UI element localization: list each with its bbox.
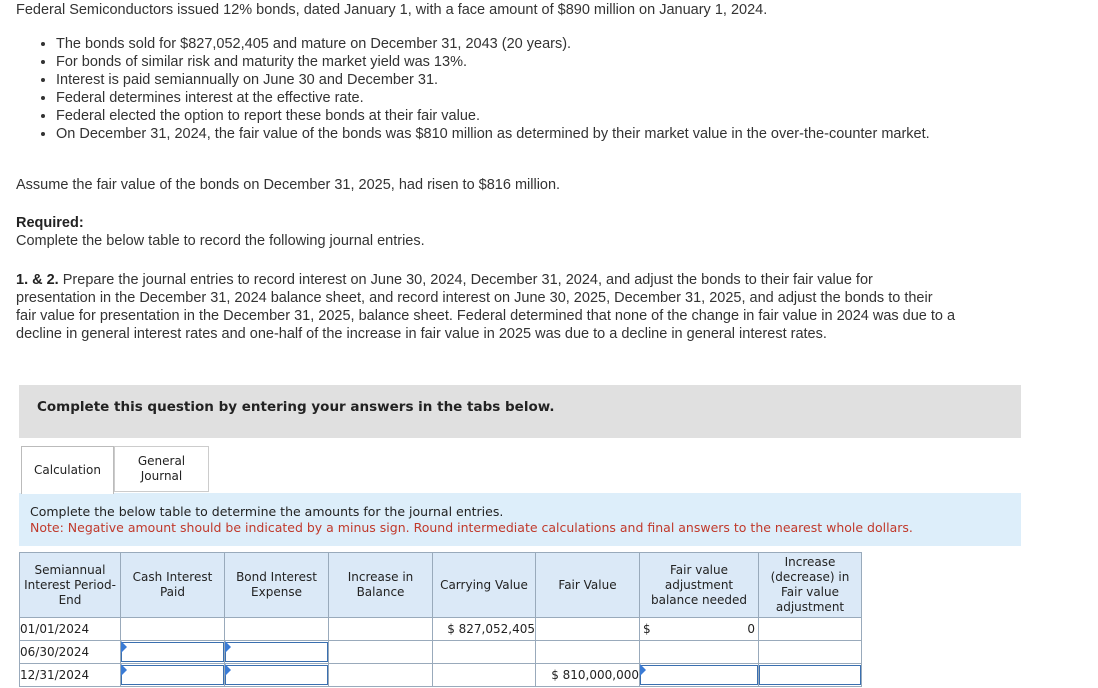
cash-interest-cell xyxy=(121,618,225,641)
col-header-interest-expense: Bond Interest Expense xyxy=(225,553,329,618)
tab-general-journal[interactable] xyxy=(114,446,209,492)
fact-item: • Federal determines interest at the effective rate. xyxy=(56,89,966,107)
cash-interest-cell xyxy=(121,641,225,664)
fv-adjustment-needed-cell xyxy=(640,664,759,687)
table-header-row xyxy=(20,553,862,618)
period-date: 01/01/2024 xyxy=(20,618,121,641)
cash-interest-input[interactable] xyxy=(121,665,224,685)
input-marker-icon xyxy=(225,641,231,653)
input-marker-icon xyxy=(121,641,127,653)
col-header-fair-value: Fair Value xyxy=(536,553,640,618)
period-date: 06/30/2024 xyxy=(20,641,121,664)
required-heading: Required: xyxy=(16,215,84,231)
instructions-text: Complete the below table to determine the amounts for the journal entries. xyxy=(30,504,504,519)
input-marker-icon xyxy=(121,664,127,676)
tab-general-journal-label: General Journal xyxy=(137,454,186,483)
fact-item: • The bonds sold for $827,052,405 and mature on December 31, 2043 (20 years). xyxy=(56,35,966,53)
fair-value-cell xyxy=(536,641,640,664)
fv-adjustment-needed-cell xyxy=(640,641,759,664)
part-text: Prepare the journal entries to record interest on June 30, 2024, December 31, 2024, and adjust the bonds to their fair value for presentation in the December 31, 2024 balance sheet, and record interest on June 30, 2025, December 31, 2025, and adjust the bonds to their fair value for presentation in the December 31, 2025, balance sheet. Federal determined that none of the change in fair value in 2024 was due to a decline in general interest rates and one-half of the increase in fair value in 2025 was due to a decline in general interest rates. xyxy=(16,272,956,342)
increase-balance-cell xyxy=(329,641,433,664)
period-date: 12/31/2024 xyxy=(20,664,121,687)
fv-adjustment-change-cell xyxy=(759,618,862,641)
fv-adjustment-needed-cell xyxy=(640,618,759,641)
interest-expense-cell xyxy=(225,641,329,664)
facts-list xyxy=(36,35,966,143)
col-header-increase-balance: Increase in Balance xyxy=(329,553,433,618)
interest-expense-cell xyxy=(225,664,329,687)
fact-item: • Federal elected the option to report these bonds at their fair value. xyxy=(56,107,966,125)
fact-item: • Interest is paid semiannually on June 30 and December 31. xyxy=(56,71,966,89)
table-row xyxy=(20,641,862,664)
carrying-value-cell xyxy=(433,641,536,664)
problem-intro: Federal Semiconductors issued 12% bonds, dated January 1, with a face amount of $890 million on January 1, 2024. xyxy=(16,2,768,18)
carrying-value-cell xyxy=(433,664,536,687)
instructions-note: Note: Negative amount should be indicated by a minus sign. Round intermediate calculations and final answers to the nearest whole dollars. xyxy=(30,520,913,535)
fair-value-cell: $ 810,000,000 xyxy=(536,664,640,687)
interest-expense-input[interactable] xyxy=(225,665,328,685)
fv-adjustment-needed-input[interactable] xyxy=(640,665,758,685)
increase-balance-cell xyxy=(329,618,433,641)
interest-expense-cell xyxy=(225,618,329,641)
required-text: Complete the below table to record the following journal entries. xyxy=(16,233,425,249)
cash-interest-cell xyxy=(121,664,225,687)
input-marker-icon xyxy=(640,664,646,676)
table-row xyxy=(20,664,862,687)
cash-interest-input[interactable] xyxy=(121,642,224,662)
increase-balance-cell xyxy=(329,664,433,687)
col-header-cash-interest: Cash Interest Paid xyxy=(121,553,225,618)
tab-calculation[interactable]: Calculation xyxy=(21,446,114,494)
calculation-table xyxy=(19,552,862,687)
col-header-fv-adjustment-change: Increase (decrease) in Fair value adjustment xyxy=(759,553,862,618)
carrying-value-cell: $ 827,052,405 xyxy=(433,618,536,641)
col-header-fv-adjustment-needed: Fair value adjustment balance needed xyxy=(640,553,759,618)
fact-item: • On December 31, 2024, the fair value of the bonds was $810 million as determined by their market value in the over-the-counter market. xyxy=(56,125,966,143)
part-label: 1. & 2. xyxy=(16,272,59,288)
interest-expense-input[interactable] xyxy=(225,642,328,662)
input-marker-icon xyxy=(225,664,231,676)
fv-adjustment-change-input[interactable] xyxy=(759,665,861,685)
tabs-banner: Complete this question by entering your answers in the tabs below. xyxy=(19,385,1021,438)
fv-adjustment-change-cell xyxy=(759,641,862,664)
fv-adjustment-value: 0 xyxy=(747,622,755,636)
fv-adjustment-change-cell xyxy=(759,664,862,687)
table-row xyxy=(20,618,862,641)
part-instructions xyxy=(16,271,956,343)
assumption-text: Assume the fair value of the bonds on December 31, 2025, had risen to $816 million. xyxy=(16,177,561,193)
col-header-period: Semiannual Interest Period-End xyxy=(20,553,121,618)
instructions-panel xyxy=(19,493,1021,546)
currency-symbol: $ xyxy=(643,622,651,636)
fact-item: • For bonds of similar risk and maturity the market yield was 13%. xyxy=(56,53,966,71)
fair-value-cell xyxy=(536,618,640,641)
col-header-carrying-value: Carrying Value xyxy=(433,553,536,618)
